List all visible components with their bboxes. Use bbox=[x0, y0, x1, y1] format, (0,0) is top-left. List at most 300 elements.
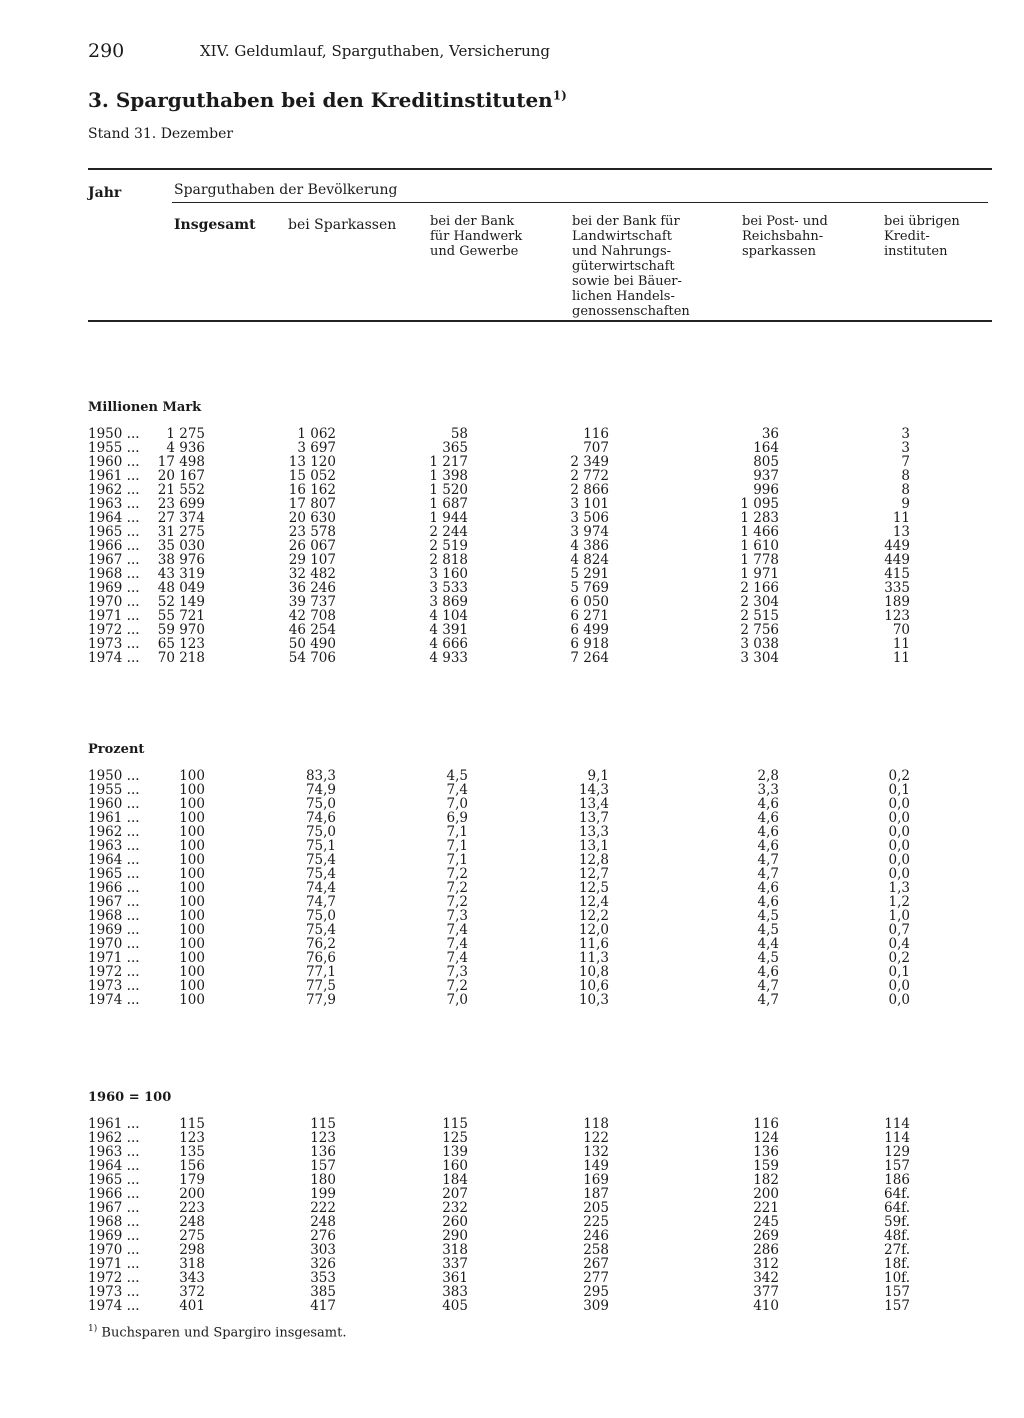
year-cell: 1971 ... bbox=[88, 608, 140, 624]
value-cell: 4,6 bbox=[757, 964, 779, 980]
header-bank-handwerk: bei der Bank für Handwerk und Gewerbe bbox=[430, 214, 523, 259]
table-row bbox=[0, 839, 1024, 853]
value-cell: 245 bbox=[753, 1214, 779, 1230]
value-cell: 179 bbox=[179, 1172, 205, 1188]
header-group: Sparguthaben der Bevölkerung bbox=[174, 182, 398, 198]
footnote: $^{1)}$ Buchsparen und Spargiro insgesamt. bbox=[88, 1324, 347, 1341]
value-cell: 189 bbox=[884, 594, 910, 610]
value-cell: 17 498 bbox=[157, 454, 205, 470]
value-cell: 1 520 bbox=[429, 482, 468, 498]
table-row bbox=[0, 469, 1024, 483]
value-cell: 8 bbox=[901, 468, 910, 484]
value-cell: 2 772 bbox=[570, 468, 609, 484]
value-cell: 337 bbox=[442, 1256, 468, 1272]
value-cell: 39 737 bbox=[288, 594, 336, 610]
value-cell: 4,5 bbox=[757, 922, 779, 938]
value-cell: 0,0 bbox=[888, 978, 910, 994]
value-cell: 116 bbox=[753, 1116, 779, 1132]
rows-prozent bbox=[0, 769, 1024, 1007]
value-cell: 156 bbox=[179, 1158, 205, 1174]
value-cell: 232 bbox=[442, 1200, 468, 1216]
table-row bbox=[0, 427, 1024, 441]
value-cell: 3 304 bbox=[740, 650, 779, 666]
table-row bbox=[0, 1257, 1024, 1271]
year-cell: 1965 ... bbox=[88, 524, 140, 540]
value-cell: 38 976 bbox=[157, 552, 205, 568]
value-cell: 64f. bbox=[884, 1186, 910, 1202]
year-cell: 1966 ... bbox=[88, 880, 140, 896]
value-cell: 707 bbox=[583, 440, 609, 456]
value-cell: 0,2 bbox=[888, 950, 910, 966]
value-cell: 1 778 bbox=[740, 552, 779, 568]
value-cell: 139 bbox=[442, 1144, 468, 1160]
value-cell: 277 bbox=[583, 1270, 609, 1286]
year-cell: 1970 ... bbox=[88, 594, 140, 610]
header-sparkassen: bei Sparkassen bbox=[288, 217, 397, 233]
value-cell: 76,6 bbox=[305, 950, 336, 966]
table-row bbox=[0, 909, 1024, 923]
value-cell: 31 275 bbox=[157, 524, 205, 540]
table-row bbox=[0, 1243, 1024, 1257]
value-cell: 100 bbox=[179, 964, 205, 980]
value-cell: 309 bbox=[583, 1298, 609, 1314]
table-subtitle: Stand 31. Dezember bbox=[88, 126, 234, 142]
value-cell: 365 bbox=[442, 440, 468, 456]
value-cell: 372 bbox=[179, 1284, 205, 1300]
table-row bbox=[0, 637, 1024, 651]
value-cell: 7,1 bbox=[446, 838, 468, 854]
value-cell: 4 386 bbox=[570, 538, 609, 554]
value-cell: 11,3 bbox=[578, 950, 609, 966]
value-cell: 74,6 bbox=[305, 810, 336, 826]
value-cell: 7,4 bbox=[446, 936, 468, 952]
value-cell: 182 bbox=[753, 1172, 779, 1188]
value-cell: 7,0 bbox=[446, 796, 468, 812]
table-row bbox=[0, 923, 1024, 937]
value-cell: 159 bbox=[753, 1158, 779, 1174]
value-cell: 3 533 bbox=[429, 580, 468, 596]
table-row bbox=[0, 769, 1024, 783]
footnote-mark: 1) bbox=[88, 1324, 98, 1334]
value-cell: 246 bbox=[583, 1228, 609, 1244]
value-cell: 132 bbox=[583, 1144, 609, 1160]
value-cell: 326 bbox=[310, 1256, 336, 1272]
value-cell: 410 bbox=[753, 1298, 779, 1314]
value-cell: 157 bbox=[884, 1298, 910, 1314]
year-cell: 1962 ... bbox=[88, 482, 140, 498]
value-cell: 164 bbox=[753, 440, 779, 456]
year-cell: 1968 ... bbox=[88, 1214, 140, 1230]
value-cell: 7 bbox=[901, 454, 910, 470]
value-cell: 1 610 bbox=[740, 538, 779, 554]
value-cell: 303 bbox=[310, 1242, 336, 1258]
value-cell: 115 bbox=[442, 1116, 468, 1132]
value-cell: 100 bbox=[179, 922, 205, 938]
value-cell: 9,1 bbox=[587, 768, 609, 784]
year-cell: 1972 ... bbox=[88, 964, 140, 980]
value-cell: 269 bbox=[753, 1228, 779, 1244]
value-cell: 4,5 bbox=[446, 768, 468, 784]
value-cell: 0,1 bbox=[888, 782, 910, 798]
year-cell: 1961 ... bbox=[88, 1116, 140, 1132]
value-cell: 7,0 bbox=[446, 992, 468, 1008]
year-cell: 1968 ... bbox=[88, 566, 140, 582]
value-cell: 385 bbox=[310, 1284, 336, 1300]
value-cell: 169 bbox=[583, 1172, 609, 1188]
value-cell: 0,0 bbox=[888, 824, 910, 840]
year-cell: 1973 ... bbox=[88, 1284, 140, 1300]
year-cell: 1971 ... bbox=[88, 1256, 140, 1272]
value-cell: 295 bbox=[583, 1284, 609, 1300]
value-cell: 18f. bbox=[884, 1256, 910, 1272]
value-cell: 3 697 bbox=[297, 440, 336, 456]
value-cell: 2 818 bbox=[429, 552, 468, 568]
value-cell: 75,4 bbox=[305, 922, 336, 938]
value-cell: 14,3 bbox=[578, 782, 609, 798]
year-cell: 1960 ... bbox=[88, 454, 140, 470]
section-label-prozent: Prozent bbox=[88, 742, 145, 757]
table-row bbox=[0, 881, 1024, 895]
year-cell: 1964 ... bbox=[88, 852, 140, 868]
value-cell: 74,7 bbox=[305, 894, 336, 910]
value-cell: 100 bbox=[179, 768, 205, 784]
value-cell: 4,6 bbox=[757, 838, 779, 854]
value-cell: 207 bbox=[442, 1186, 468, 1202]
year-cell: 1969 ... bbox=[88, 580, 140, 596]
value-cell: 27f. bbox=[884, 1242, 910, 1258]
value-cell: 260 bbox=[442, 1214, 468, 1230]
value-cell: 415 bbox=[884, 566, 910, 582]
value-cell: 318 bbox=[179, 1256, 205, 1272]
table-row bbox=[0, 553, 1024, 567]
value-cell: 13,3 bbox=[578, 824, 609, 840]
value-cell: 0,4 bbox=[888, 936, 910, 952]
value-cell: 4,5 bbox=[757, 950, 779, 966]
table-row bbox=[0, 1145, 1024, 1159]
value-cell: 401 bbox=[179, 1298, 205, 1314]
value-cell: 123 bbox=[310, 1130, 336, 1146]
value-cell: 4,7 bbox=[757, 852, 779, 868]
table-row bbox=[0, 511, 1024, 525]
header-bottom-rule bbox=[88, 320, 992, 322]
value-cell: 4 936 bbox=[166, 440, 205, 456]
value-cell: 1 217 bbox=[429, 454, 468, 470]
year-cell: 1970 ... bbox=[88, 1242, 140, 1258]
value-cell: 4,6 bbox=[757, 880, 779, 896]
value-cell: 114 bbox=[884, 1130, 910, 1146]
table-row bbox=[0, 1299, 1024, 1313]
value-cell: 23 578 bbox=[288, 524, 336, 540]
value-cell: 59f. bbox=[884, 1214, 910, 1230]
value-cell: 4,6 bbox=[757, 824, 779, 840]
value-cell: 3 101 bbox=[570, 496, 609, 512]
table-row bbox=[0, 595, 1024, 609]
value-cell: 75,0 bbox=[305, 908, 336, 924]
year-cell: 1967 ... bbox=[88, 894, 140, 910]
value-cell: 11 bbox=[892, 510, 910, 526]
table-row bbox=[0, 783, 1024, 797]
value-cell: 2,8 bbox=[757, 768, 779, 784]
value-cell: 48f. bbox=[884, 1228, 910, 1244]
table-row bbox=[0, 525, 1024, 539]
value-cell: 180 bbox=[310, 1172, 336, 1188]
section-label-millionen: Millionen Mark bbox=[88, 400, 202, 415]
year-cell: 1962 ... bbox=[88, 1130, 140, 1146]
year-cell: 1972 ... bbox=[88, 1270, 140, 1286]
table-row bbox=[0, 993, 1024, 1007]
value-cell: 52 149 bbox=[157, 594, 205, 610]
value-cell: 122 bbox=[583, 1130, 609, 1146]
value-cell: 77,5 bbox=[305, 978, 336, 994]
value-cell: 1 275 bbox=[166, 426, 205, 442]
value-cell: 4,6 bbox=[757, 796, 779, 812]
value-cell: 29 107 bbox=[288, 552, 336, 568]
year-cell: 1972 ... bbox=[88, 622, 140, 638]
value-cell: 70 bbox=[892, 622, 910, 638]
value-cell: 1,3 bbox=[888, 880, 910, 896]
value-cell: 11,6 bbox=[578, 936, 609, 952]
value-cell: 74,4 bbox=[305, 880, 336, 896]
value-cell: 75,0 bbox=[305, 824, 336, 840]
value-cell: 65 123 bbox=[157, 636, 205, 652]
year-cell: 1967 ... bbox=[88, 1200, 140, 1216]
value-cell: 27 374 bbox=[157, 510, 205, 526]
table-row bbox=[0, 1271, 1024, 1285]
value-cell: 157 bbox=[310, 1158, 336, 1174]
value-cell: 55 721 bbox=[157, 608, 205, 624]
value-cell: 10,6 bbox=[578, 978, 609, 994]
value-cell: 10f. bbox=[884, 1270, 910, 1286]
table-row bbox=[0, 867, 1024, 881]
value-cell: 4 824 bbox=[570, 552, 609, 568]
value-cell: 74,9 bbox=[305, 782, 336, 798]
value-cell: 123 bbox=[179, 1130, 205, 1146]
value-cell: 4,7 bbox=[757, 992, 779, 1008]
value-cell: 129 bbox=[884, 1144, 910, 1160]
value-cell: 75,1 bbox=[305, 838, 336, 854]
value-cell: 996 bbox=[753, 482, 779, 498]
year-cell: 1955 ... bbox=[88, 782, 140, 798]
value-cell: 4,6 bbox=[757, 894, 779, 910]
value-cell: 160 bbox=[442, 1158, 468, 1174]
value-cell: 318 bbox=[442, 1242, 468, 1258]
value-cell: 0,0 bbox=[888, 852, 910, 868]
value-cell: 1 944 bbox=[429, 510, 468, 526]
value-cell: 3 869 bbox=[429, 594, 468, 610]
year-cell: 1963 ... bbox=[88, 496, 140, 512]
value-cell: 43 319 bbox=[157, 566, 205, 582]
value-cell: 7,2 bbox=[446, 880, 468, 896]
value-cell: 1 283 bbox=[740, 510, 779, 526]
value-cell: 417 bbox=[310, 1298, 336, 1314]
value-cell: 17 807 bbox=[288, 496, 336, 512]
value-cell: 75,4 bbox=[305, 852, 336, 868]
value-cell: 83,3 bbox=[305, 768, 336, 784]
year-cell: 1967 ... bbox=[88, 552, 140, 568]
value-cell: 449 bbox=[884, 538, 910, 554]
value-cell: 187 bbox=[583, 1186, 609, 1202]
value-cell: 77,1 bbox=[305, 964, 336, 980]
value-cell: 124 bbox=[753, 1130, 779, 1146]
rows-millionen bbox=[0, 427, 1024, 665]
value-cell: 100 bbox=[179, 936, 205, 952]
table-row bbox=[0, 483, 1024, 497]
value-cell: 2 244 bbox=[429, 524, 468, 540]
year-cell: 1966 ... bbox=[88, 538, 140, 554]
value-cell: 205 bbox=[583, 1200, 609, 1216]
value-cell: 20 167 bbox=[157, 468, 205, 484]
value-cell: 0,0 bbox=[888, 992, 910, 1008]
value-cell: 149 bbox=[583, 1158, 609, 1174]
value-cell: 1 398 bbox=[429, 468, 468, 484]
value-cell: 135 bbox=[179, 1144, 205, 1160]
value-cell: 2 304 bbox=[740, 594, 779, 610]
table-row bbox=[0, 651, 1024, 665]
value-cell: 100 bbox=[179, 796, 205, 812]
value-cell: 15 052 bbox=[288, 468, 336, 484]
title-footnote-mark: 1) bbox=[552, 88, 567, 103]
value-cell: 75,0 bbox=[305, 796, 336, 812]
table-row bbox=[0, 1229, 1024, 1243]
year-cell: 1974 ... bbox=[88, 1298, 140, 1314]
value-cell: 5 769 bbox=[570, 580, 609, 596]
value-cell: 7,3 bbox=[446, 908, 468, 924]
year-cell: 1969 ... bbox=[88, 1228, 140, 1244]
value-cell: 312 bbox=[753, 1256, 779, 1272]
value-cell: 21 552 bbox=[157, 482, 205, 498]
value-cell: 286 bbox=[753, 1242, 779, 1258]
value-cell: 1,0 bbox=[888, 908, 910, 924]
year-cell: 1974 ... bbox=[88, 992, 140, 1008]
year-cell: 1970 ... bbox=[88, 936, 140, 952]
value-cell: 4 391 bbox=[429, 622, 468, 638]
year-cell: 1963 ... bbox=[88, 1144, 140, 1160]
value-cell: 125 bbox=[442, 1130, 468, 1146]
table-row bbox=[0, 1159, 1024, 1173]
value-cell: 77,9 bbox=[305, 992, 336, 1008]
year-cell: 1962 ... bbox=[88, 824, 140, 840]
value-cell: 200 bbox=[753, 1186, 779, 1202]
value-cell: 12,7 bbox=[578, 866, 609, 882]
value-cell: 76,2 bbox=[305, 936, 336, 952]
value-cell: 0,1 bbox=[888, 964, 910, 980]
value-cell: 46 254 bbox=[288, 622, 336, 638]
value-cell: 222 bbox=[310, 1200, 336, 1216]
table-row bbox=[0, 811, 1024, 825]
value-cell: 449 bbox=[884, 552, 910, 568]
year-cell: 1974 ... bbox=[88, 650, 140, 666]
value-cell: 16 162 bbox=[288, 482, 336, 498]
value-cell: 26 067 bbox=[288, 538, 336, 554]
value-cell: 36 246 bbox=[288, 580, 336, 596]
value-cell: 23 699 bbox=[157, 496, 205, 512]
table-row bbox=[0, 853, 1024, 867]
value-cell: 2 519 bbox=[429, 538, 468, 554]
value-cell: 184 bbox=[442, 1172, 468, 1188]
value-cell: 4,7 bbox=[757, 978, 779, 994]
value-cell: 405 bbox=[442, 1298, 468, 1314]
value-cell: 1,2 bbox=[888, 894, 910, 910]
value-cell: 100 bbox=[179, 838, 205, 854]
header-insgesamt: Insgesamt bbox=[174, 217, 256, 233]
table-row bbox=[0, 1173, 1024, 1187]
top-rule bbox=[88, 168, 992, 170]
value-cell: 0,2 bbox=[888, 768, 910, 784]
value-cell: 4,7 bbox=[757, 866, 779, 882]
value-cell: 11 bbox=[892, 636, 910, 652]
value-cell: 335 bbox=[884, 580, 910, 596]
year-cell: 1950 ... bbox=[88, 768, 140, 784]
value-cell: 100 bbox=[179, 852, 205, 868]
year-cell: 1971 ... bbox=[88, 950, 140, 966]
value-cell: 115 bbox=[310, 1116, 336, 1132]
table-row bbox=[0, 825, 1024, 839]
value-cell: 1 687 bbox=[429, 496, 468, 512]
value-cell: 290 bbox=[442, 1228, 468, 1244]
value-cell: 4,4 bbox=[757, 936, 779, 952]
value-cell: 343 bbox=[179, 1270, 205, 1286]
value-cell: 75,4 bbox=[305, 866, 336, 882]
value-cell: 13,7 bbox=[578, 810, 609, 826]
value-cell: 200 bbox=[179, 1186, 205, 1202]
table-row bbox=[0, 979, 1024, 993]
value-cell: 123 bbox=[884, 608, 910, 624]
year-cell: 1973 ... bbox=[88, 636, 140, 652]
table-row bbox=[0, 567, 1024, 581]
value-cell: 0,0 bbox=[888, 866, 910, 882]
value-cell: 36 bbox=[761, 426, 779, 442]
year-cell: 1964 ... bbox=[88, 510, 140, 526]
value-cell: 13,4 bbox=[578, 796, 609, 812]
table-row bbox=[0, 1131, 1024, 1145]
value-cell: 225 bbox=[583, 1214, 609, 1230]
value-cell: 100 bbox=[179, 824, 205, 840]
value-cell: 2 349 bbox=[570, 454, 609, 470]
value-cell: 157 bbox=[884, 1284, 910, 1300]
value-cell: 64f. bbox=[884, 1200, 910, 1216]
value-cell: 258 bbox=[583, 1242, 609, 1258]
table-row bbox=[0, 937, 1024, 951]
value-cell: 20 630 bbox=[288, 510, 336, 526]
value-cell: 13 bbox=[892, 524, 910, 540]
value-cell: 12,5 bbox=[578, 880, 609, 896]
year-cell: 1964 ... bbox=[88, 1158, 140, 1174]
value-cell: 276 bbox=[310, 1228, 336, 1244]
value-cell: 12,4 bbox=[578, 894, 609, 910]
value-cell: 1 095 bbox=[740, 496, 779, 512]
year-cell: 1961 ... bbox=[88, 468, 140, 484]
value-cell: 7,1 bbox=[446, 824, 468, 840]
value-cell: 100 bbox=[179, 950, 205, 966]
header-uebrige: bei übrigen Kredit- instituten bbox=[884, 214, 960, 259]
header-bank-landwirtschaft: bei der Bank für Landwirtschaft und Nahrungs- güterwirtschaft sowie bei Bäuer- lichen Handels- genossenschaften bbox=[572, 214, 690, 319]
table-row bbox=[0, 951, 1024, 965]
value-cell: 100 bbox=[179, 880, 205, 896]
table-row bbox=[0, 497, 1024, 511]
table-row bbox=[0, 895, 1024, 909]
value-cell: 100 bbox=[179, 782, 205, 798]
year-cell: 1973 ... bbox=[88, 978, 140, 994]
value-cell: 0,0 bbox=[888, 838, 910, 854]
value-cell: 32 482 bbox=[288, 566, 336, 582]
value-cell: 100 bbox=[179, 978, 205, 994]
value-cell: 12,2 bbox=[578, 908, 609, 924]
header-jahr: Jahr bbox=[88, 185, 122, 201]
value-cell: 7,4 bbox=[446, 922, 468, 938]
value-cell: 223 bbox=[179, 1200, 205, 1216]
value-cell: 7,1 bbox=[446, 852, 468, 868]
value-cell: 3 160 bbox=[429, 566, 468, 582]
